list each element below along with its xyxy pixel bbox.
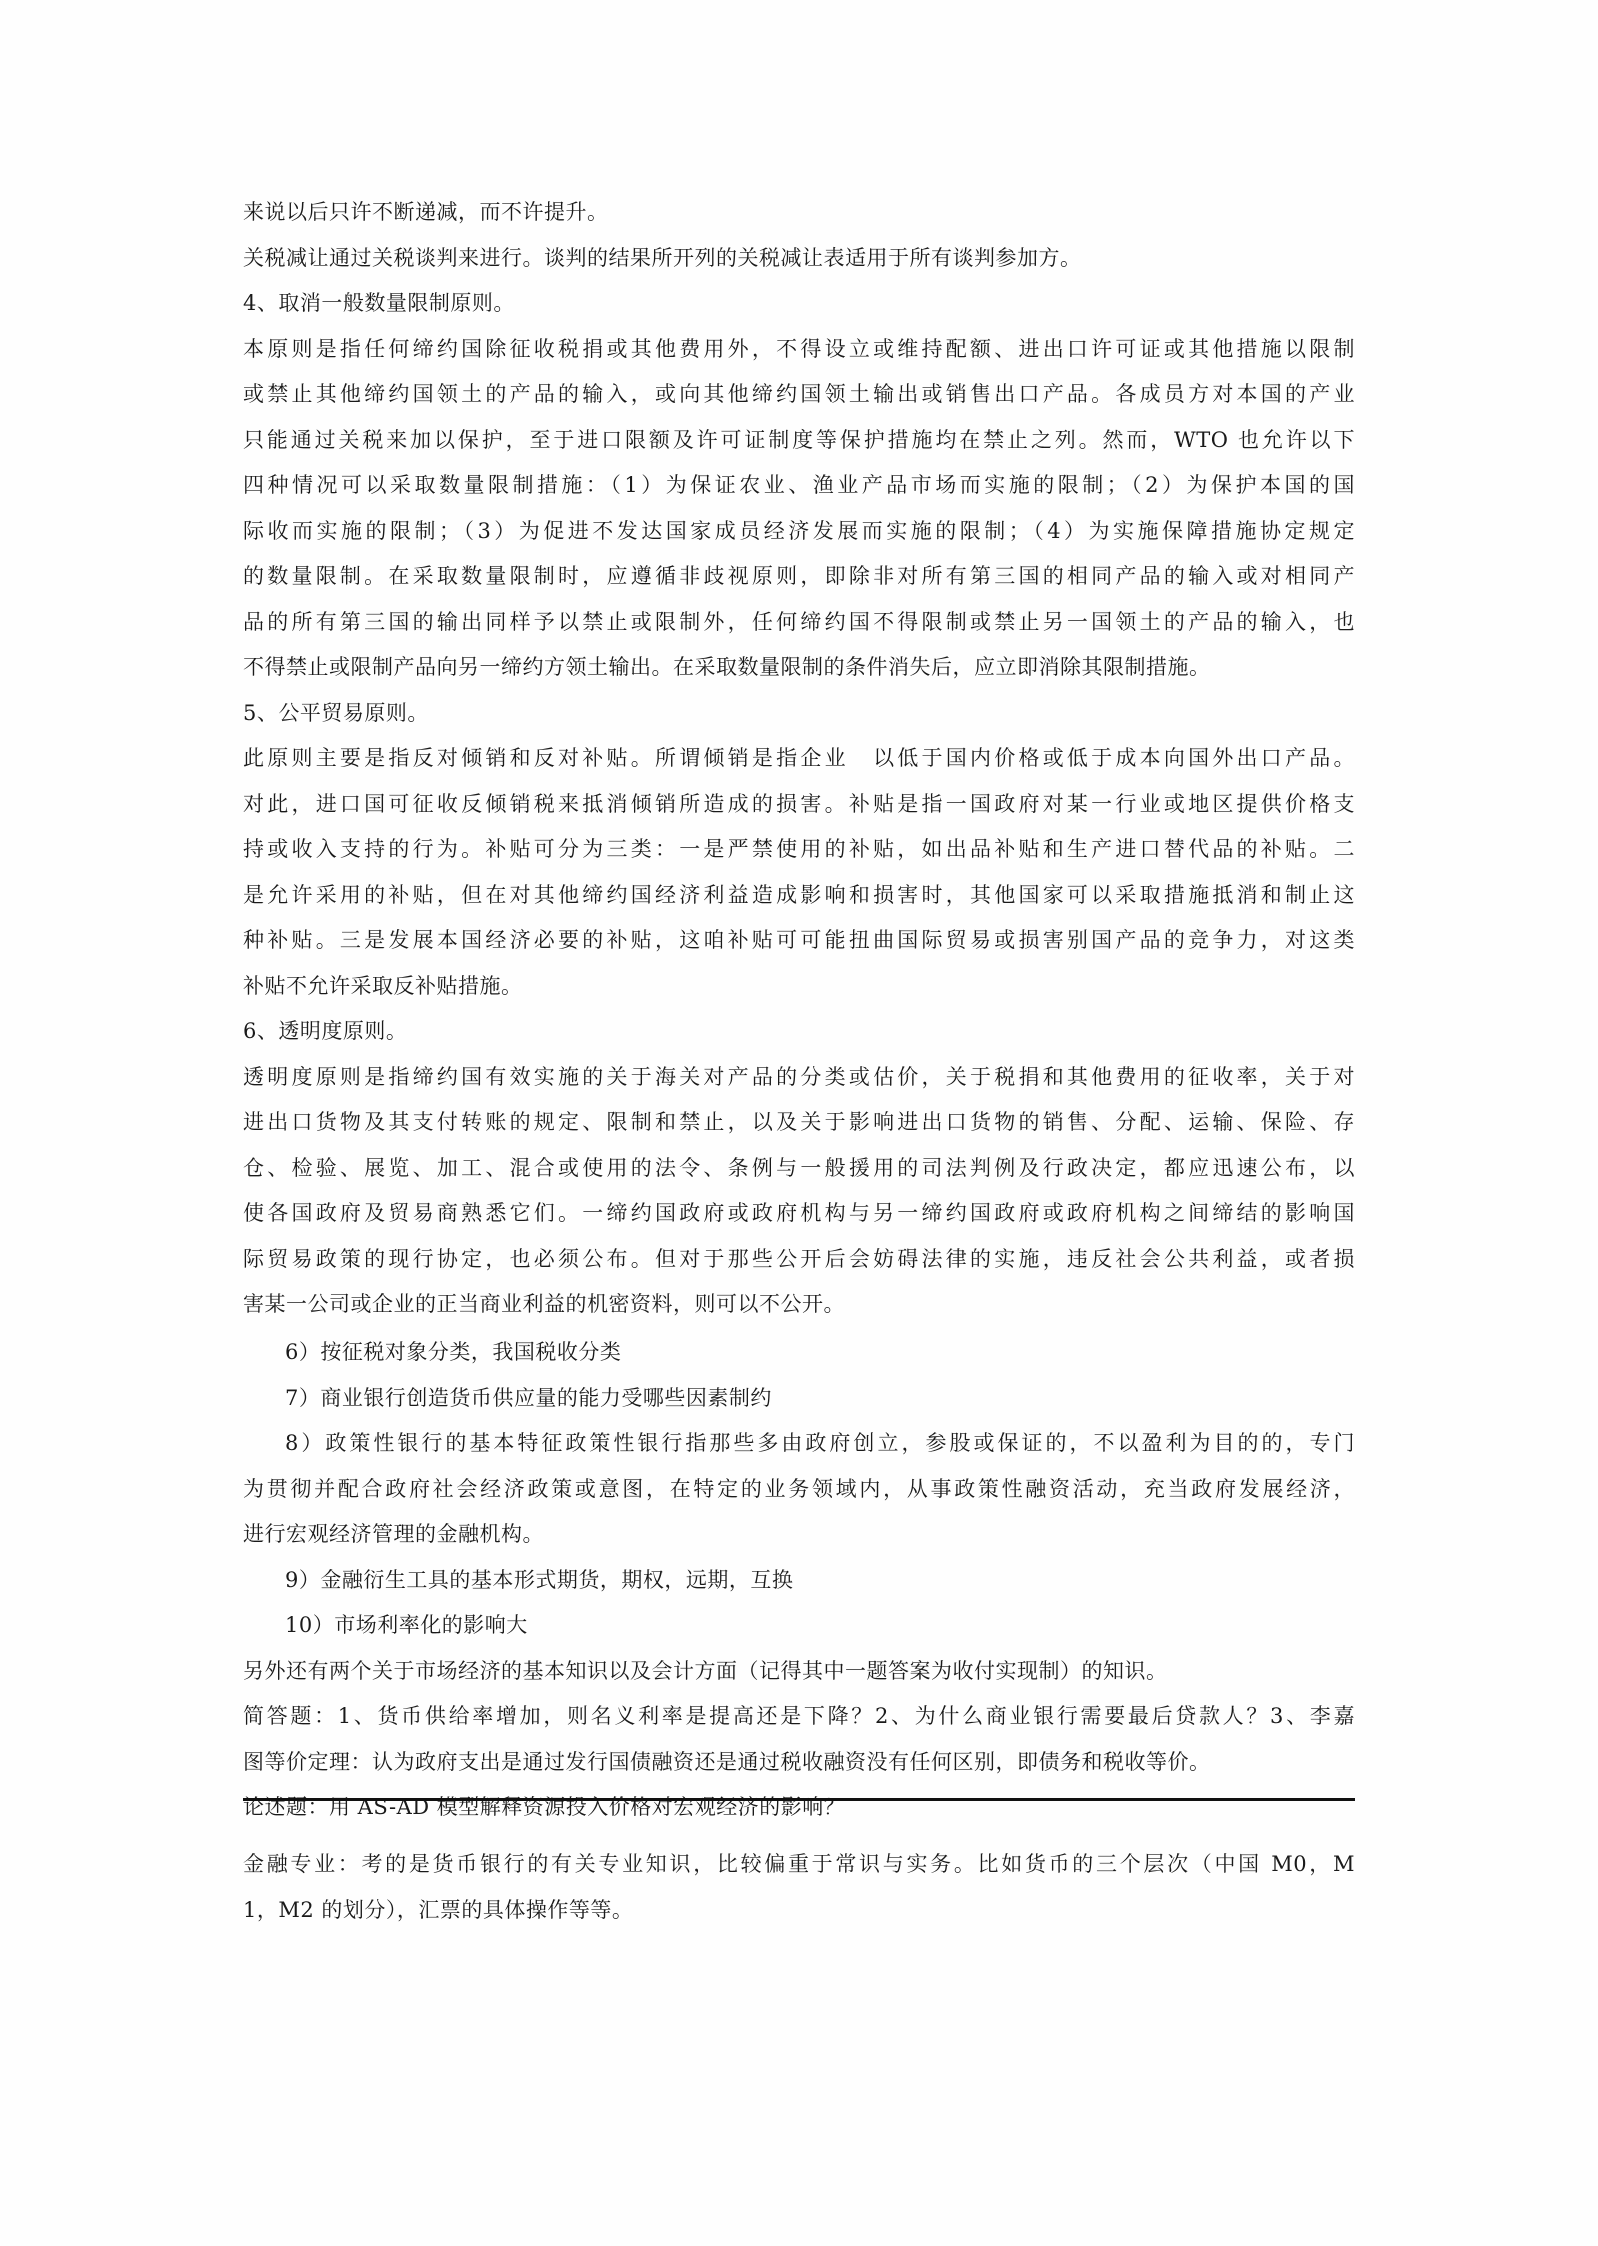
paragraph-line: 持或收入支持的行为。补贴可分为三类：一是严禁使用的补贴，如出品补贴和生产进口替代品的补贴。二: [243, 837, 1355, 861]
paragraph-line: 不得禁止或限制产品向另一缔约方领土输出。在采取数量限制的条件消失后，应立即消除其限制措施。: [243, 655, 1211, 679]
paragraph-line: 关税减让通过关税谈判来进行。谈判的结果所开列的关税减让表适用于所有谈判参加方。: [243, 245, 1082, 270]
paragraph-line: 补贴不允许采取反补贴措施。: [243, 973, 523, 998]
paragraph-line: 只能通过关税来加以保护，至于进口限额及许可证制度等保护措施均在禁止之列。然而，WTO 也允许以下: [243, 427, 1355, 452]
list-item: 9）金融衍生工具的基本形式期货，期权，远期，互换: [285, 1567, 794, 1592]
paragraph-line: 使各国政府及贸易商熟悉它们。一缔约国政府或政府机构与另一缔约国政府或政府机构之间缔结的影响国: [243, 1201, 1355, 1225]
paragraph-line: 另外还有两个关于市场经济的基本知识以及会计方面（记得其中一题答案为收付实现制）的知识。: [243, 1658, 1168, 1683]
paragraph-line: 害某一公司或企业的正当商业利益的机密资料，则可以不公开。: [243, 1292, 845, 1316]
list-item: 7）商业银行创造货币供应量的能力受哪些因素制约: [285, 1385, 772, 1410]
list-item: 10）市场利率化的影响大: [285, 1613, 528, 1637]
paragraph-line: 此原则主要是指反对倾销和反对补贴。所谓倾销是指企业 以低于国内价格或低于成本向国外出口产品。: [243, 746, 1355, 770]
paragraph-line: 对此，进口国可征收反倾销税来抵消倾销所造成的损害。补贴是指一国政府对某一行业或地区提供价格支: [243, 791, 1355, 816]
list-item: 6）按征税对象分类，我国税收分类: [285, 1340, 622, 1364]
paragraph-line: 的数量限制。在采取数量限制时，应遵循非歧视原则，即除非对所有第三国的相同产品的输入或对相同产: [243, 564, 1355, 588]
paragraph-line: 简答题：1、货币供给率增加，则名义利率是提高还是下降？2、为什么商业银行需要最后贷款人？3、李嘉: [243, 1704, 1355, 1728]
paragraph-line: 1，M2 的划分），汇票的具体操作等等。: [243, 1897, 634, 1922]
paragraph-line: 进行宏观经济管理的金融机构。: [243, 1522, 544, 1546]
list-item: 8）政策性银行的基本特征政策性银行指那些多由政府创立，参股或保证的，不以盈利为目的的，专门: [285, 1431, 1355, 1455]
exam-questions-section: [243, 1330, 1355, 1831]
wto-principles-section: [243, 190, 1355, 1328]
paragraph-line: 来说以后只许不断递减，而不许提升。: [243, 200, 609, 224]
paragraph-line: 际收而实施的限制；（3）为促进不发达国家成员经济发展而实施的限制；（4）为实施保障措施协定规定: [243, 518, 1355, 543]
paragraph-line: 图等价定理：认为政府支出是通过发行国债融资还是通过税收融资没有任何区别，即债务和税收等价。: [243, 1749, 1211, 1774]
paragraph-line: 品的所有第三国的输出同样予以禁止或限制外，任何缔约国不得限制或禁止另一国领土的产品的输入，也: [243, 609, 1355, 634]
paragraph-line: 是允许采用的补贴，但在对其他缔约国经济利益造成影响和损害时，其他国家可以采取措施抵消和制止这: [243, 882, 1355, 907]
paragraph-line: 或禁止其他缔约国领土的产品的输入，或向其他缔约国领土输出或销售出口产品。各成员方对本国的产业: [243, 382, 1355, 406]
section-heading: 4、取消一般数量限制原则。: [243, 291, 515, 315]
section-heading: 6、透明度原则。: [243, 1019, 408, 1043]
horizontal-divider: [243, 1798, 1355, 1801]
section-heading: 5、公平贸易原则。: [243, 700, 429, 725]
paragraph-line: 进出口货物及其支付转账的规定、限制和禁止，以及关于影响进出口货物的销售、分配、运输、保险、存: [243, 1110, 1355, 1134]
paragraph-line: 种补贴。三是发展本国经济必要的补贴，这咱补贴可可能扭曲国际贸易或损害别国产品的竞争力，对这类: [243, 928, 1355, 952]
finance-major-section: [243, 1842, 1355, 1933]
paragraph-line: 论述题：用 AS-AD 模型解释资源投入价格对宏观经济的影响？: [243, 1795, 846, 1819]
paragraph-line: 为贯彻并配合政府社会经济政策或意图，在特定的业务领域内，从事政策性融资活动，充当政府发展经济，: [243, 1476, 1355, 1501]
paragraph-line: 仓、检验、展览、加工、混合或使用的法令、条例与一般援用的司法判例及行政决定，都应迅速公布，以: [243, 1155, 1355, 1180]
paragraph-line: 际贸易政策的现行协定，也必须公布。但对于那些公开后会妨碍法律的实施，违反社会公共利益，或者损: [243, 1246, 1355, 1271]
paragraph-line: 透明度原则是指缔约国有效实施的关于海关对产品的分类或估价，关于税捐和其他费用的征收率，关于对: [243, 1064, 1355, 1089]
paragraph-line: 四种情况可以采取数量限制措施：（1）为保证农业、渔业产品市场而实施的限制；（2）为保护本国的国: [243, 473, 1355, 497]
paragraph-line: 金融专业：考的是货币银行的有关专业知识，比较偏重于常识与实务。比如货币的三个层次（中国 M0，M: [243, 1852, 1355, 1876]
paragraph-line: 本原则是指任何缔约国除征收税捐或其他费用外，不得设立或维持配额、进出口许可证或其他措施以限制: [243, 336, 1355, 361]
